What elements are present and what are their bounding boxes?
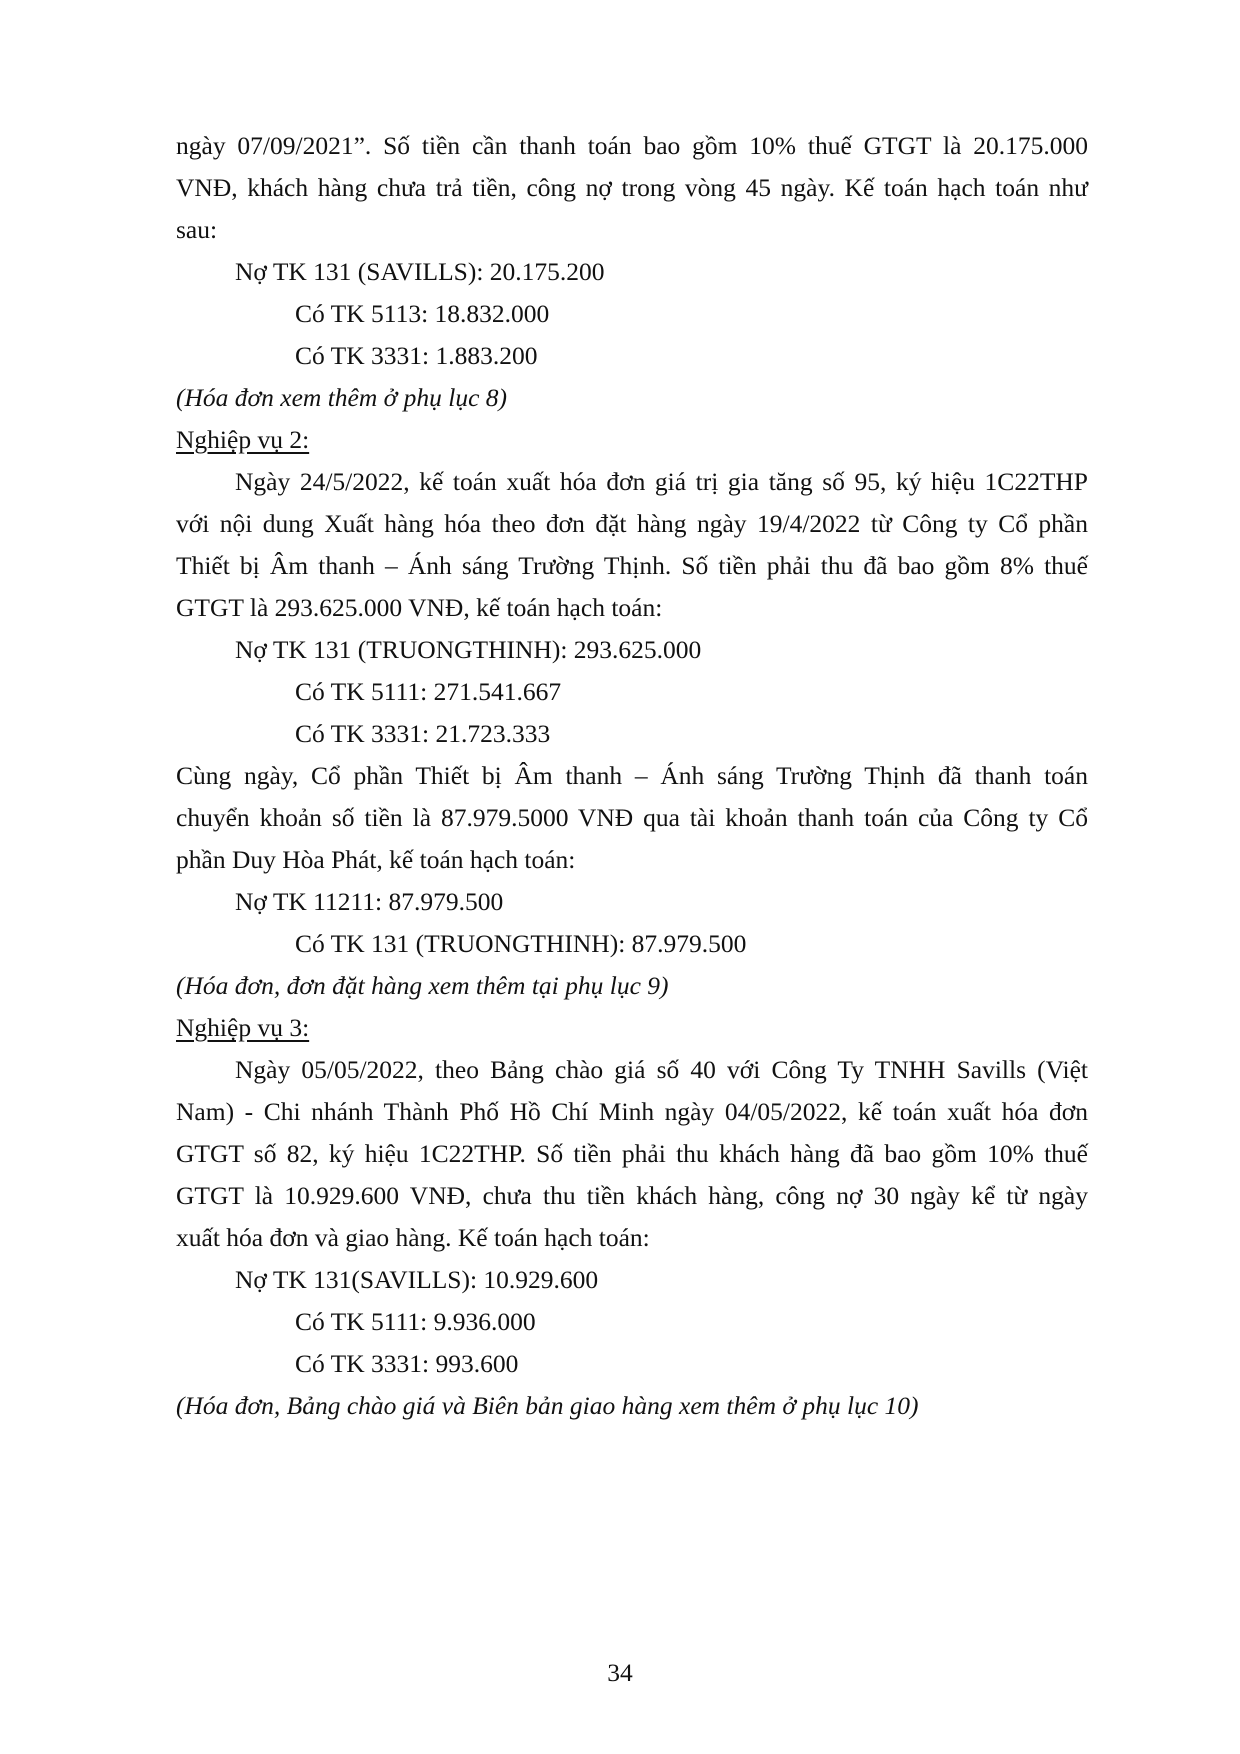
- note-appendix-8: (Hóa đơn xem thêm ở phụ lục 8): [176, 383, 508, 412]
- entry1-credit-1: Có TK 5113: 18.832.000: [295, 299, 550, 328]
- para3-line-1: Ngày 05/05/2022, theo Bảng chào giá số 40 với Công Ty TNHH Savills (Việt: [235, 1055, 1088, 1084]
- entry2-debit: Nợ TK 131 (TRUONGTHINH): 293.625.000: [235, 635, 702, 664]
- note-appendix-10: (Hóa đơn, Bảng chào giá và Biên bản giao hàng xem thêm ở phụ lục 10): [176, 1391, 919, 1420]
- page-number: 34: [607, 1658, 633, 1687]
- para2b-line-2: chuyển khoản số tiền là 87.979.5000 VNĐ qua tài khoản thanh toán của Công ty Cổ: [176, 803, 1088, 832]
- intro-line-2: VNĐ, khách hàng chưa trả tiền, công nợ trong vòng 45 ngày. Kế toán hạch toán như: [176, 173, 1088, 202]
- para3-line-3: GTGT số 82, ký hiệu 1C22THP. Số tiền phải thu khách hàng đã bao gồm 10% thuế: [176, 1139, 1088, 1168]
- para2b-line-1: Cùng ngày, Cổ phần Thiết bị Âm thanh – Ánh sáng Trường Thịnh đã thanh toán: [176, 761, 1088, 790]
- para2-line-4: GTGT là 293.625.000 VNĐ, kế toán hạch toán:: [176, 593, 663, 622]
- note-appendix-9: (Hóa đơn, đơn đặt hàng xem thêm tại phụ lục 9): [176, 971, 669, 1000]
- para2-line-2: với nội dung Xuất hàng hóa theo đơn đặt hàng ngày 19/4/2022 từ Công ty Cổ phần: [176, 509, 1088, 538]
- entry4-credit-1: Có TK 5111: 9.936.000: [295, 1307, 536, 1336]
- entry3-debit: Nợ TK 11211: 87.979.500: [235, 887, 504, 916]
- para3-line-2: Nam) - Chi nhánh Thành Phố Hồ Chí Minh ngày 04/05/2022, kế toán xuất hóa đơn: [176, 1097, 1088, 1126]
- entry4-debit: Nợ TK 131(SAVILLS): 10.929.600: [235, 1265, 599, 1294]
- para2-line-1: Ngày 24/5/2022, kế toán xuất hóa đơn giá trị gia tăng số 95, ký hiệu 1C22THP: [235, 467, 1088, 496]
- para3-line-5: xuất hóa đơn và giao hàng. Kế toán hạch toán:: [176, 1223, 650, 1252]
- entry2-credit-1: Có TK 5111: 271.541.667: [295, 677, 562, 706]
- entry1-debit: Nợ TK 131 (SAVILLS): 20.175.200: [235, 257, 605, 286]
- entry2-credit-2: Có TK 3331: 21.723.333: [295, 719, 551, 748]
- entry1-credit-2: Có TK 3331: 1.883.200: [295, 341, 538, 370]
- entry3-credit-1: Có TK 131 (TRUONGTHINH): 87.979.500: [295, 929, 747, 958]
- heading-transaction-3: Nghiệp vụ 3:: [176, 1013, 310, 1042]
- intro-line-1: ngày 07/09/2021”. Số tiền cần thanh toán bao gồm 10% thuế GTGT là 20.175.000: [176, 131, 1088, 160]
- para3-line-4: GTGT là 10.929.600 VNĐ, chưa thu tiền khách hàng, công nợ 30 ngày kể từ ngày: [176, 1181, 1088, 1210]
- intro-line-3: sau:: [176, 215, 218, 244]
- entry4-credit-2: Có TK 3331: 993.600: [295, 1349, 519, 1378]
- para2b-line-3: phần Duy Hòa Phát, kế toán hạch toán:: [176, 845, 576, 874]
- heading-transaction-2: Nghiệp vụ 2:: [176, 425, 310, 454]
- para2-line-3: Thiết bị Âm thanh – Ánh sáng Trường Thịnh. Số tiền phải thu đã bao gồm 8% thuế: [176, 551, 1088, 580]
